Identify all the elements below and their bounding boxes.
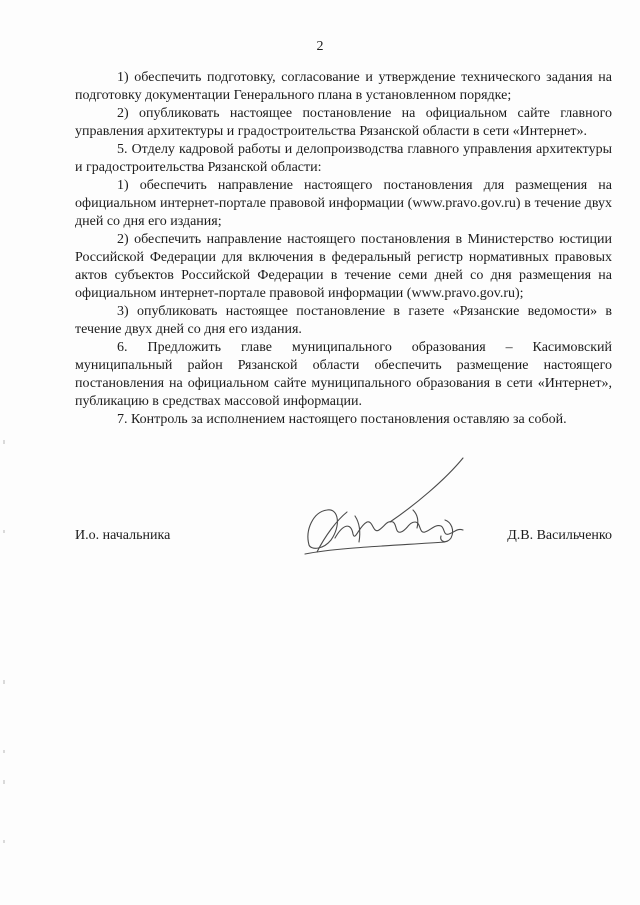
paragraph-item-3: 3) опубликовать настоящее постановление в газете «Рязанские ведомости» в течение двух дней со дня его издания.: [75, 304, 612, 337]
signatory-title: И.о. начальника: [75, 528, 171, 543]
page-number: 2: [316, 39, 324, 54]
paragraph-item-1: 1) обеспечить подготовку, согласование и утверждение технического задания на подготовку документации Генерального плана в установленном порядке;: [75, 70, 612, 103]
paragraph-section-5: 5. Отделу кадровой работы и делопроизводства главного управления архитектуры и градостроительства Рязанской области:: [75, 142, 612, 175]
signatory-name: Д.В. Васильченко: [507, 528, 612, 543]
paragraph-item-2: 2) обеспечить направление настоящего постановления в Министерство юстиции Российской Федерации для включения в федеральный регистр нормативных правовых актов субъектов Российской Федерации в течение семи дней со дня размещения на официальном интернет-портале правовой информации (www.pravo.gov.ru);: [75, 232, 612, 301]
paragraph-section-7: 7. Контроль за исполнением настоящего постановления оставляю за собой.: [117, 412, 567, 427]
paragraph-section-6: 6. Предложить главе муниципального образования – Касимовский муниципальный район Рязанской области обеспечить размещение настоящего постановления на официальном сайте муниципального образования в сети «Интернет», публикацию в средствах массовой информации.: [75, 340, 612, 409]
paragraph-item-1: 1) обеспечить направление настоящего постановления для размещения на официальном интернет-портале правовой информации (www.pravo.gov.ru) в течение двух дней со дня его издания;: [75, 178, 612, 229]
document-body: [75, 69, 612, 429]
handwritten-signature: [295, 450, 485, 570]
paragraph-item-2: 2) опубликовать настоящее постановление на официальном сайте главного управления архитектуры и градостроительства Рязанской области в сети «Интернет».: [75, 106, 612, 139]
scan-edge-marks: [3, 420, 7, 880]
signature-block: [75, 527, 612, 547]
